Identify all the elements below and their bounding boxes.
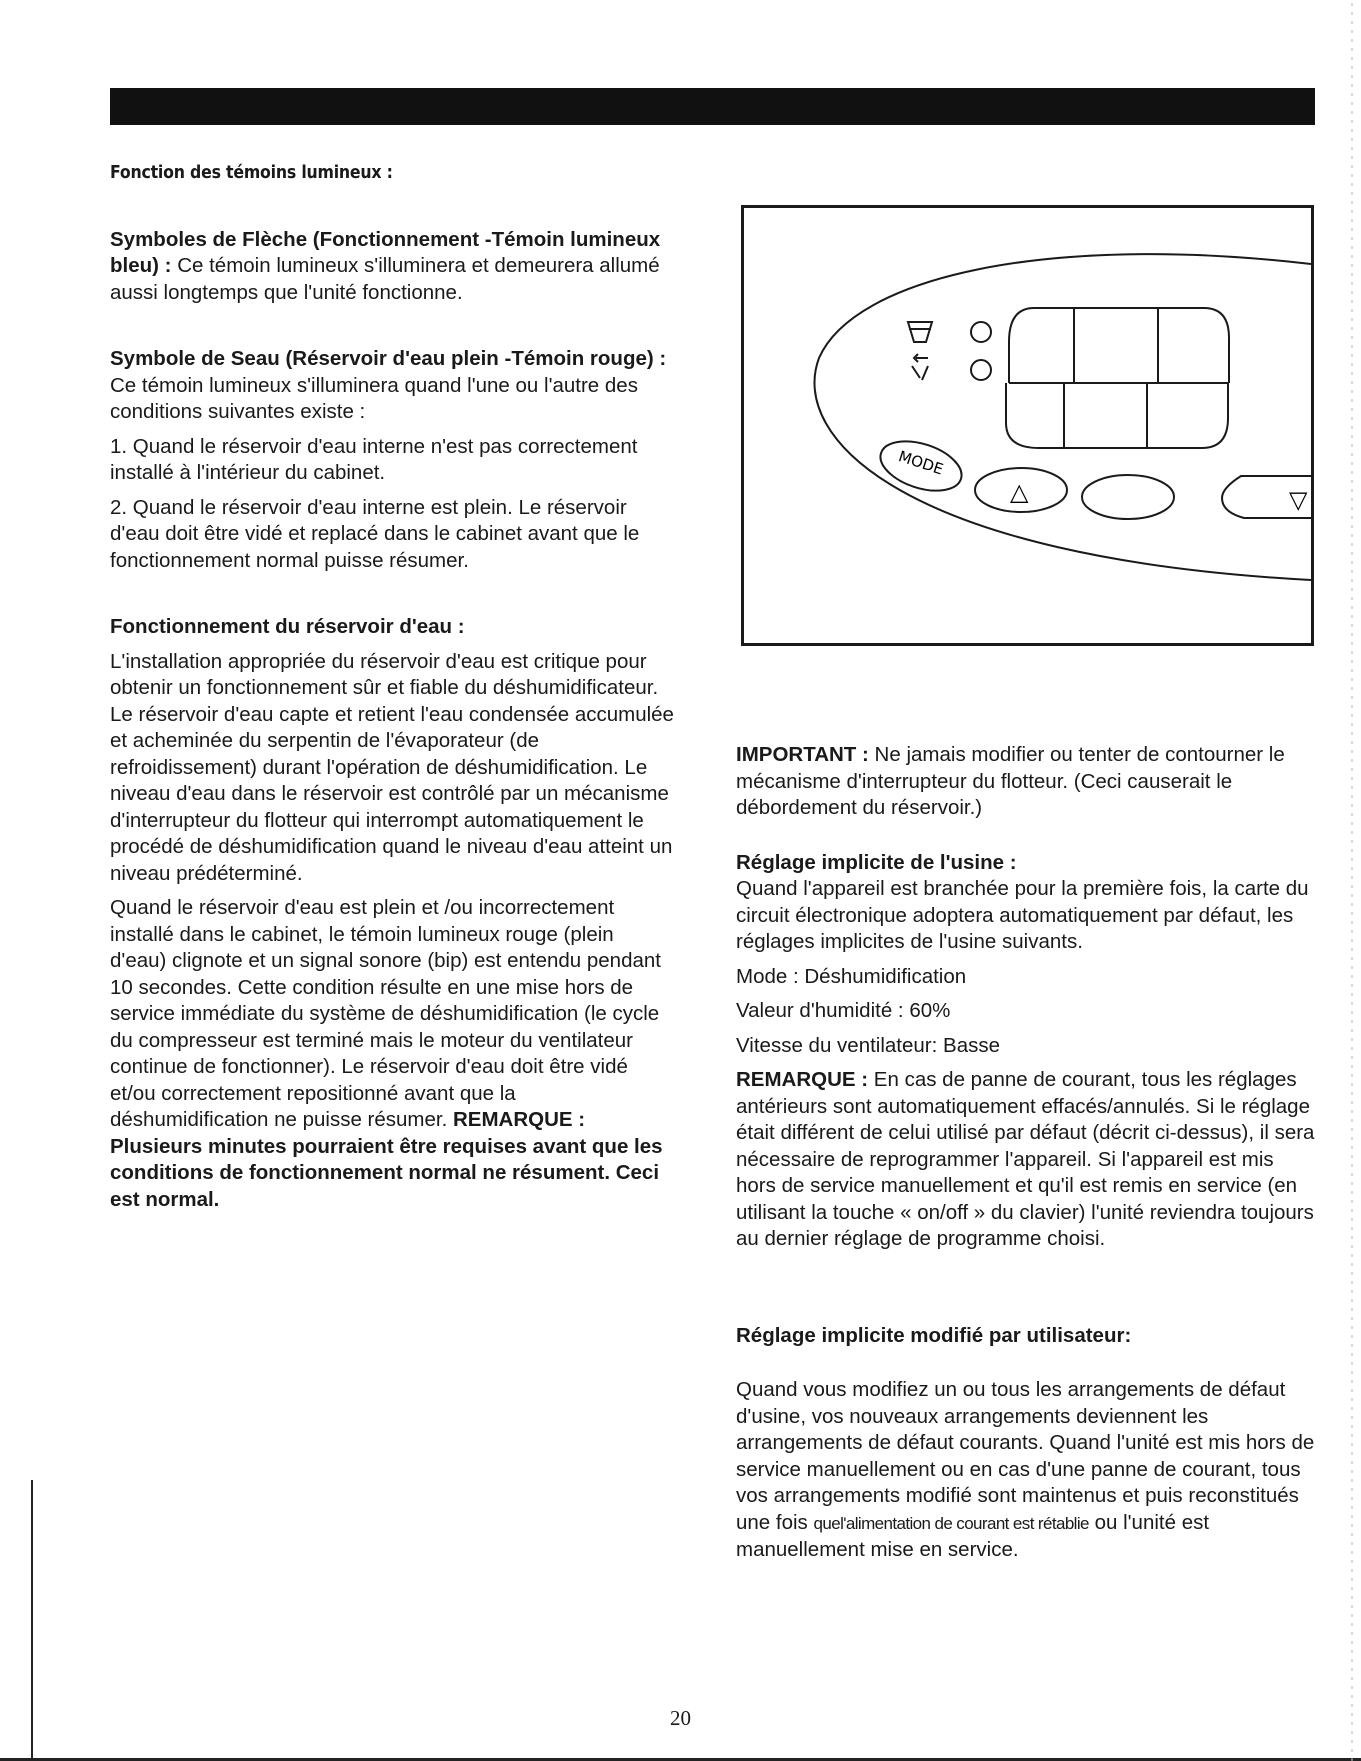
- tank-paragraph-2-text: Quand le réservoir d'eau est plein et /ou incorrectement installé dans le cabinet, le témoin lumineux rouge (plein d'eau) clignote et un signal sonore (bip) est entendu pendant 10 secondes. Cette condition résulte en une mise hors de service immédiate du système de déshumidification (le cycle du compresseur est terminé mais le moteur du ventilateur continue de fonctionner). Le réservoir d'eau doit être vidé et/ou correctement repositionné avant que la déshumidification ne puisse résumer.: [110, 896, 661, 1131]
- remark-paragraph: [736, 1067, 1316, 1253]
- important-label: IMPORTANT :: [736, 743, 869, 766]
- arrow-indicator-light: [971, 360, 991, 380]
- factory-text: Quand l'appareil est branchée pour la première fois, la carte du circuit électronique adoptera automatiquement par défaut, les réglages implicites de l'usine suivants.: [736, 877, 1309, 953]
- important-paragraph: [736, 742, 1316, 822]
- display-bottom: [1006, 383, 1228, 448]
- control-panel-drawing: [744, 208, 1311, 643]
- arrow-icon: [914, 354, 928, 362]
- user-heading: Réglage implicite modifié par utilisateur:: [736, 1323, 1132, 1347]
- condition-2: 2. Quand le réservoir d'eau interne est plein. Le réservoir d'eau doit être vidé et replacé dans le cabinet avant que le fonctionnement normal puisse résumer.: [110, 495, 640, 572]
- control-panel-diagram: [741, 205, 1314, 646]
- remark-label: REMARQUE :: [736, 1068, 869, 1091]
- factory-mode: Mode : Déshumidification: [736, 964, 967, 988]
- tank-note: REMARQUE : Plusieurs minutes pourraient être requises avant que les conditions de fonctionnement normal ne résument. Ceci est normal.: [110, 1108, 663, 1211]
- user-text-b: quel'alimentation de courant est rétablie: [813, 1513, 1089, 1533]
- factory-fan: Vitesse du ventilateur: Basse: [736, 1033, 1000, 1057]
- remark-text: En cas de panne de courant, tous les réglages antérieurs sont automatiquement effacés/annulés. Si le réglage était différent de celui utilisé par défaut (décrit ci-dessus), il sera nécessaire de reprogrammer l'appareil. Si l'appareil est mis hors de service manuellement et qu'il est remis en service (en utilisant la touche « on/off » du clavier) l'unité reviendra toujours au dernier réglage de programme choisi.: [736, 1068, 1315, 1250]
- bucket-text: Ce témoin lumineux s'illuminera quand l'une ou l'autre des conditions suivantes existe :: [110, 373, 638, 423]
- down-icon: ▽: [1289, 486, 1308, 514]
- user-paragraph: [736, 1377, 1316, 1564]
- important-text: Ne jamais modifier ou tenter de contourner le mécanisme d'interrupteur du flotteur. (Ceci causerait le débordement du réservoir.): [736, 743, 1285, 819]
- condition-1: 1. Quand le réservoir d'eau interne n'est pas correctement installé à l'intérieur du cabinet.: [110, 434, 638, 484]
- user-text-a: Quand vous modifiez un ou tous les arrangements de défaut d'usine, vos nouveaux arrangements deviennent les arrangements de défaut courants. Quand l'unité est mis hors de service manuellement ou en cas d'une panne de courant, tous vos arrangements modifié sont maintenus et puis reconstitués une fois: [736, 1378, 1315, 1534]
- user-text-c: ou l'unité est manuellement mise en service.: [736, 1510, 1210, 1561]
- bucket-indicator-light: [971, 322, 991, 342]
- mode-button-label: MODE: [896, 447, 946, 479]
- scan-edge-line: [31, 1480, 33, 1761]
- power-button[interactable]: [1082, 475, 1174, 519]
- up-icon: △: [1010, 478, 1029, 506]
- header-bar: [110, 88, 1315, 125]
- left-column: [110, 160, 675, 1213]
- bucket-paragraph: [110, 346, 675, 426]
- right-column: [736, 742, 1316, 1564]
- factory-heading: Réglage implicite de l'usine :: [736, 850, 1017, 874]
- tank-paragraph-1: L'installation appropriée du réservoir d'eau est critique pour obtenir un fonctionnement sûr et fiable du déshumidificateur. Le réservoir d'eau capte et retient l'eau condensée accumulée et acheminée du serpentin de l'évaporateur (de refroidissement) durant l'opération de déshumidification. Le niveau d'eau dans le réservoir est contrôlé par un mécanisme d'interrupteur du flotteur qui interrompt automatiquement le procédé de déshumidification quand le niveau d'eau atteint un niveau prédéterminé.: [110, 649, 674, 885]
- bucket-icon: [908, 322, 932, 342]
- factory-humidity: Valeur d'humidité : 60%: [736, 999, 951, 1022]
- arrow-title: Symboles de Flèche (Fonctionnement -Témoin lumineux bleu) :: [110, 227, 661, 277]
- arrow-text: Ce témoin lumineux s'illuminera et demeurera allumé aussi longtemps que l'unité fonctionne.: [110, 254, 660, 304]
- scan-edge-noise: [1349, 0, 1357, 1761]
- arrow-paragraph: [110, 227, 675, 307]
- indicator-heading: Fonction des témoins lumineux :: [110, 163, 393, 183]
- page-number: 20: [670, 1706, 691, 1730]
- bucket-title: Symbole de Seau (Réservoir d'eau plein -Témoin rouge) :: [110, 347, 667, 370]
- display-top: [1009, 308, 1229, 342]
- tank-heading: Fonctionnement du réservoir d'eau :: [110, 615, 465, 638]
- panel-outline: [814, 254, 1311, 580]
- tank-paragraph-2: [110, 895, 675, 1213]
